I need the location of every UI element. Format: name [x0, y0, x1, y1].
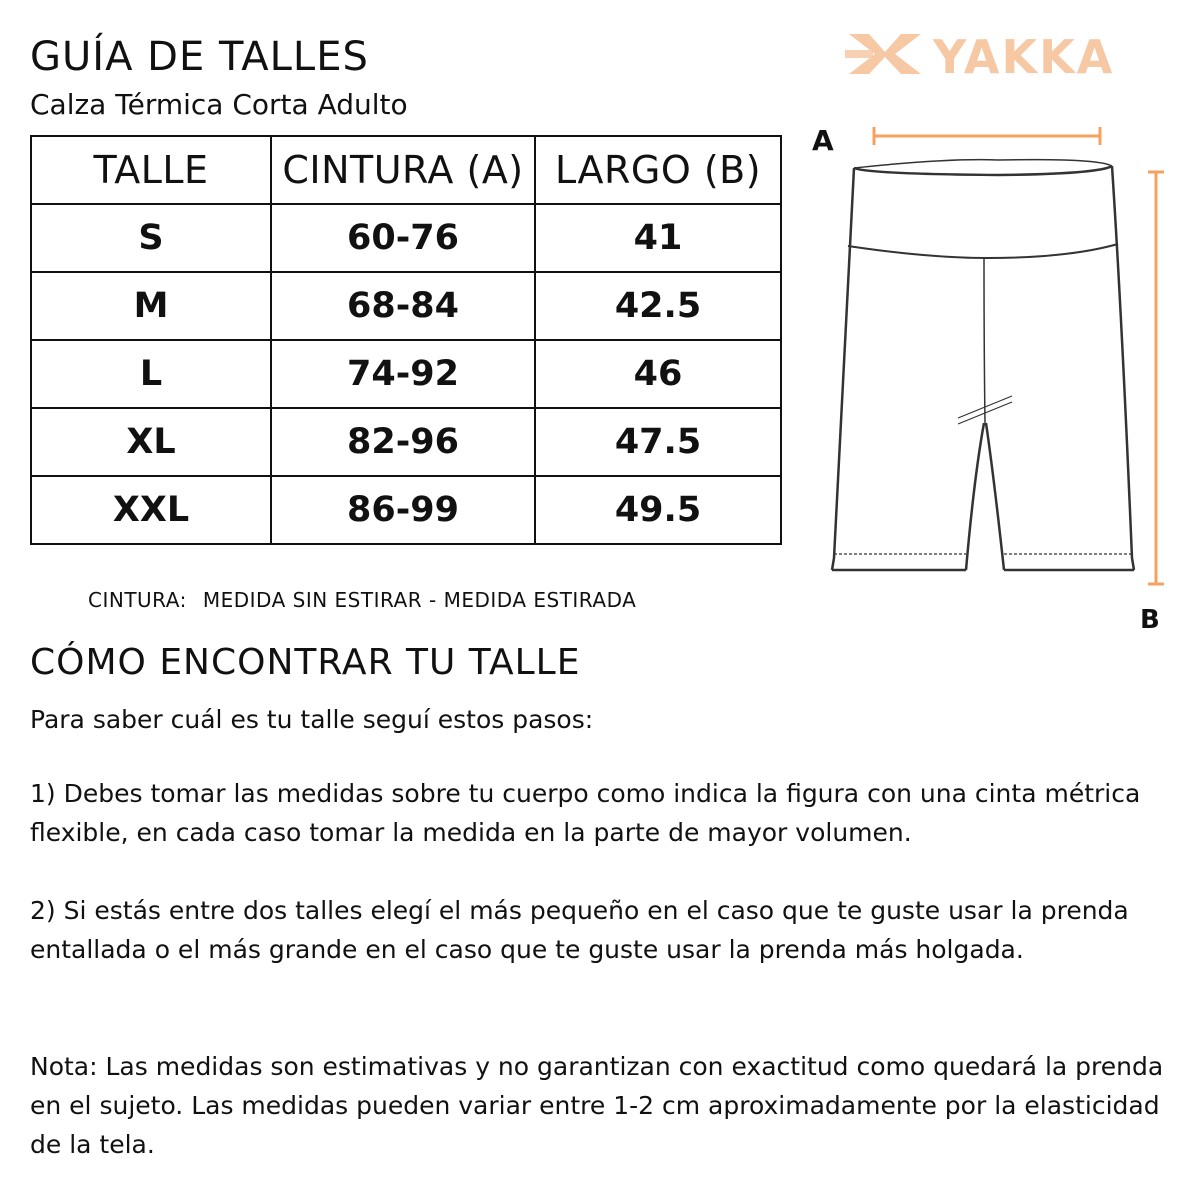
size-cell: S: [31, 204, 271, 272]
shorts-outline: [832, 160, 1134, 570]
size-cell: XXL: [31, 476, 271, 544]
waist-cell: 86-99: [271, 476, 535, 544]
header-cintura: CINTURA (A): [271, 136, 535, 204]
length-cell: 42.5: [535, 272, 781, 340]
how-to-heading: CÓMO ENCONTRAR TU TALLE: [30, 642, 581, 683]
waist-cell: 82-96: [271, 408, 535, 476]
waist-cell: 60-76: [271, 204, 535, 272]
length-cell: 49.5: [535, 476, 781, 544]
brand-logo: [845, 30, 1145, 78]
page-subtitle: Calza Térmica Corta Adulto: [30, 88, 408, 121]
table-row: [31, 476, 781, 544]
size-cell: L: [31, 340, 271, 408]
how-to-note: Nota: Las medidas son estimativas y no garantizan con exactitud como quedará la prenda en el sujeto. Las medidas pueden variar entre 1-2 cm aproximadamente por la elasticidad de la tela.: [30, 1052, 1164, 1159]
header-talle: TALLE: [31, 136, 271, 204]
measure-label-a: A: [812, 124, 834, 157]
size-chart-table: [30, 135, 782, 545]
waist-note-text: MEDIDA SIN ESTIRAR - MEDIDA ESTIRADA: [202, 588, 637, 612]
page-title: GUÍA DE TALLES: [30, 34, 369, 80]
table-row: [31, 408, 781, 476]
waist-measure-note: [88, 588, 652, 612]
length-cell: 46: [535, 340, 781, 408]
waist-measure-line: [874, 127, 1100, 145]
size-cell: XL: [31, 408, 271, 476]
how-to-intro: Para saber cuál es tu talle seguí estos pasos:: [30, 705, 594, 734]
length-cell: 47.5: [535, 408, 781, 476]
table-header-row: [31, 136, 781, 204]
measure-label-b: B: [1140, 605, 1160, 635]
waist-note-label: CINTURA:: [88, 588, 187, 612]
how-to-step-2: 2) Si estás entre dos talles elegí el más pequeño en el caso que te guste usar la prenda entallada o el más grande en el caso que te guste usar la prenda más holgada.: [30, 896, 1129, 964]
length-measure-line: [1148, 172, 1164, 584]
waist-cell: 74-92: [271, 340, 535, 408]
header-largo: LARGO (B): [535, 136, 781, 204]
brand-name: YAKKA: [933, 30, 1115, 78]
length-cell: 41: [535, 204, 781, 272]
table-row: [31, 204, 781, 272]
how-to-step-1: 1) Debes tomar las medidas sobre tu cuerpo como indica la figura con una cinta métrica flexible, en cada caso tomar la medida en la parte de mayor volumen.: [30, 779, 1141, 847]
size-cell: M: [31, 272, 271, 340]
waist-cell: 68-84: [271, 272, 535, 340]
table-row: [31, 272, 781, 340]
shorts-diagram: [808, 118, 1178, 638]
table-row: [31, 340, 781, 408]
